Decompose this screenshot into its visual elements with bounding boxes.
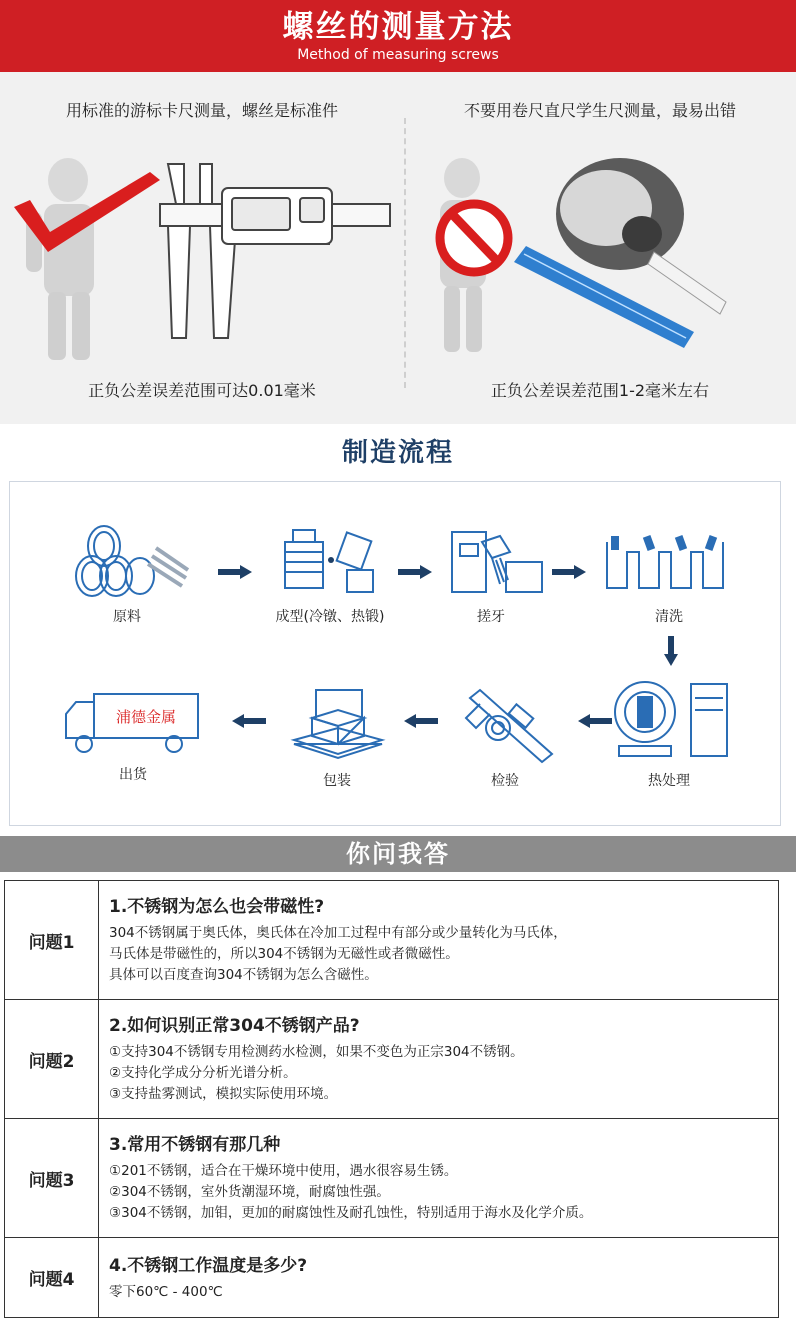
step-label-shipping: 出货 — [119, 767, 147, 783]
faq-question: 4.不锈钢工作温度是多少? — [109, 1255, 308, 1276]
faq-answer-cell — [99, 881, 779, 1000]
wire-coil-icon — [62, 522, 192, 600]
step-label-inspection: 检验 — [491, 773, 519, 789]
thread-rolling-icon — [426, 522, 556, 600]
faq-question-id: 问题3 — [5, 1119, 99, 1238]
caliper-check-icon — [440, 684, 570, 764]
wrong-method-caption: 不要用卷尺直尺学生尺测量，最易出错 — [463, 101, 736, 120]
faq-question: 3.常用不锈钢有那几种 — [109, 1135, 281, 1155]
arrow-right-icon — [218, 565, 252, 579]
faq-answer-cell — [99, 1238, 779, 1318]
truck-brand-text: 浦德金属 — [115, 708, 177, 726]
step-label-packaging: 包装 — [323, 773, 351, 789]
step-label-thread-rolling: 搓牙 — [477, 609, 505, 625]
wrong-method-tolerance: 正负公差误差范围1-2毫米左右 — [490, 381, 710, 400]
faq-title: 你问我答 — [0, 836, 796, 872]
step-heat-treatment — [594, 668, 744, 790]
step-cleaning — [594, 522, 744, 626]
process-flow — [9, 481, 781, 826]
correct-method-tolerance: 正负公差误差范围可达0.01毫米 — [88, 381, 316, 400]
faq-question: 2.如何识别正常304不锈钢产品? — [109, 1016, 360, 1036]
prohibited-icon — [440, 204, 508, 272]
faq-table — [4, 880, 779, 1318]
faq-answer-line: ①支持304不锈钢专用检测药水检测，如果不变色为正宗304不锈钢。 — [109, 1044, 524, 1060]
delivery-truck-icon — [58, 688, 208, 758]
faq-row — [5, 1000, 779, 1119]
faq-answer-line: 304不锈钢属于奥氏体，奥氏体在冷加工过程中有部分或少量转化为马氏体， — [109, 925, 567, 941]
vernier-caliper-icon — [160, 164, 390, 338]
faq-answer-cell — [99, 1000, 779, 1119]
arrow-left-icon — [232, 714, 266, 728]
faq-answer-line: 具体可以百度查询304不锈钢为怎么含磁性。 — [109, 967, 378, 983]
caliper-illustration — [0, 142, 404, 372]
step-packaging — [262, 678, 412, 790]
faq-question-id: 问题4 — [5, 1238, 99, 1318]
process-title: 制造流程 — [341, 438, 454, 468]
furnace-icon — [599, 668, 739, 764]
faq-answer-line: 马氏体是带磁性的，所以304不锈钢为无磁性或者微磁性。 — [109, 946, 459, 962]
faq-answer-cell — [99, 1119, 779, 1238]
correct-method-caption: 用标准的游标卡尺测量，螺丝是标准件 — [65, 101, 338, 120]
step-shipping — [58, 688, 208, 784]
faq-row — [5, 1238, 779, 1318]
person-figure-icon — [26, 158, 94, 360]
faq-answer-line: ③304不锈钢，加钼，更加的耐腐蚀性及耐孔蚀性，特别适用于海水及化学介质。 — [109, 1205, 593, 1221]
header-subtitle: Method of measuring screws — [297, 47, 499, 63]
header-title: 螺丝的测量方法 — [282, 9, 514, 45]
faq-question-id: 问题2 — [5, 1000, 99, 1119]
step-raw-material — [52, 522, 202, 626]
faq-answer-line: ②304不锈钢，室外货潮湿环境，耐腐蚀性强。 — [109, 1184, 390, 1200]
arrow-left-icon — [578, 714, 612, 728]
step-inspection — [430, 684, 580, 790]
faq-answer-line: ②支持化学成分分析光谱分析。 — [109, 1065, 297, 1081]
page-header — [0, 0, 796, 72]
faq-question: 1.不锈钢为怎么也会带磁性? — [109, 897, 325, 917]
forming-machine-icon — [265, 522, 395, 600]
arrow-right-icon — [552, 565, 586, 579]
measuring-section — [0, 72, 796, 424]
step-label-cleaning: 清洗 — [655, 609, 683, 625]
wrong-method-panel — [404, 72, 796, 424]
step-thread-rolling — [416, 522, 566, 626]
step-label-heat-treatment: 热处理 — [648, 773, 690, 789]
cleaning-tank-icon — [599, 522, 739, 600]
faq-row — [5, 1119, 779, 1238]
faq-answer-line: ③支持盐雾测试，模拟实际使用环境。 — [109, 1086, 338, 1102]
step-label-forming: 成型(冷镦、热锻) — [275, 609, 385, 625]
step-label-raw-material: 原料 — [113, 609, 141, 625]
correct-method-panel — [0, 72, 404, 424]
faq-answer-line: ①201不锈钢，适合在干燥环境中使用，遇水很容易生锈。 — [109, 1163, 458, 1179]
arrow-down-icon — [664, 636, 678, 666]
tape-measure-illustration — [404, 142, 796, 372]
step-forming — [255, 522, 405, 626]
faq-answer-line: 零下60℃ - 400℃ — [109, 1283, 223, 1300]
pallet-boxes-icon — [272, 678, 402, 764]
faq-row — [5, 881, 779, 1000]
faq-question-id: 问题1 — [5, 881, 99, 1000]
